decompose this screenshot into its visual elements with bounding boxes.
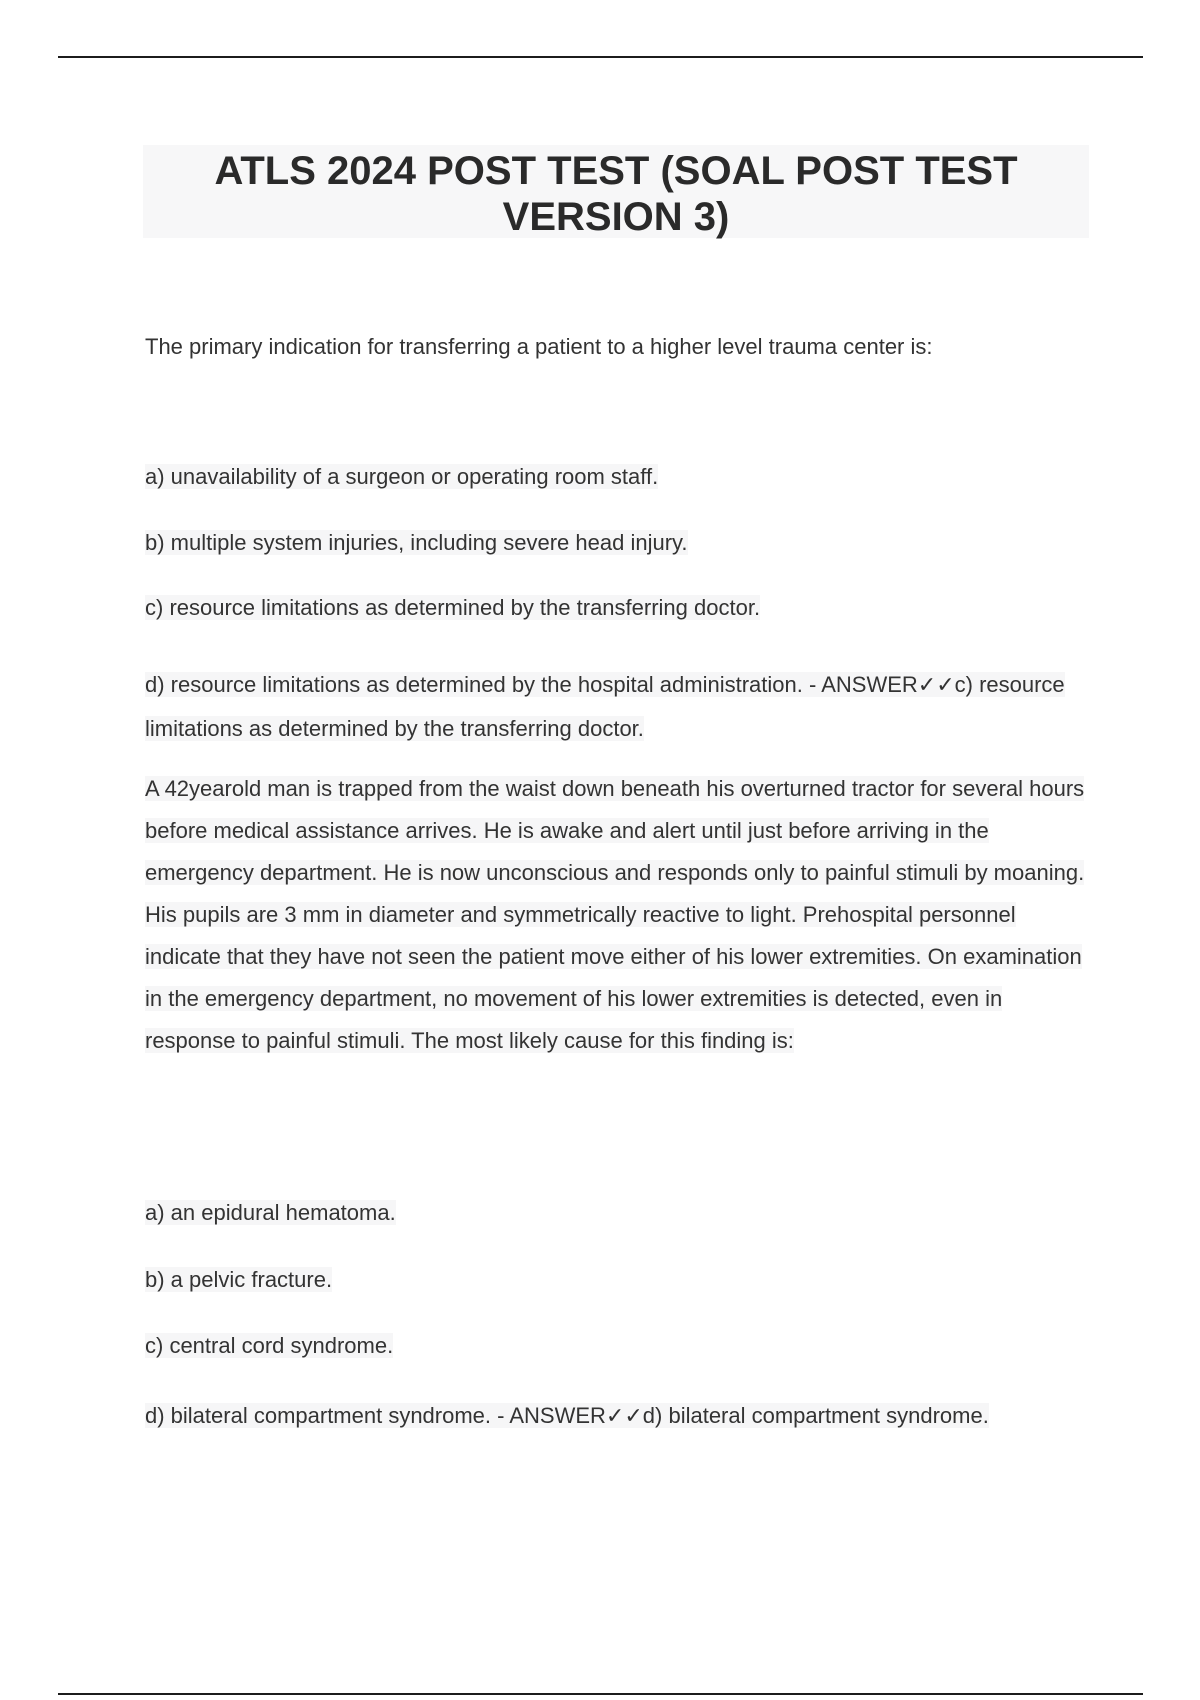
- question-1-option-d-answer: [145, 663, 1085, 751]
- option-text: d) bilateral compartment syndrome. - ANSWER✓✓d) bilateral compartment syndrome.: [145, 1403, 989, 1428]
- question-1-option-a: [145, 462, 658, 492]
- header-rule: [58, 56, 1143, 58]
- title-block: [143, 145, 1089, 238]
- question-2-option-a: [145, 1198, 396, 1228]
- question-2-option-b: [145, 1265, 332, 1295]
- option-text: a) unavailability of a surgeon or operating room staff.: [145, 464, 659, 489]
- question-2-option-c: [145, 1331, 393, 1361]
- question-2-prompt: [145, 768, 1095, 1062]
- document-title: ATLS 2024 POST TEST (SOAL POST TEST VERSION 3): [214, 149, 1018, 239]
- question-2-option-d-answer: [145, 1401, 989, 1431]
- option-text: c) central cord syndrome.: [145, 1333, 394, 1358]
- option-text: d) resource limitations as determined by the hospital administration. - ANSWER✓✓c) resource limitations as determined by the transferring doctor.: [145, 672, 1065, 741]
- footer-rule: [58, 1693, 1143, 1695]
- question-1-option-b: [145, 528, 688, 558]
- option-text: b) a pelvic fracture.: [145, 1267, 333, 1292]
- option-text: c) resource limitations as determined by the transferring doctor.: [145, 595, 761, 620]
- question-1-option-c: [145, 593, 760, 623]
- question-1-prompt: The primary indication for transferring a patient to a higher level trauma center is:: [145, 334, 933, 359]
- prompt-text: A 42yearold man is trapped from the waist down beneath his overturned tractor for several hours before medical assistance arrives. He is awake and alert until just before arriving in the emergency department. He is now unconscious and responds only to painful stimuli by moaning. His pupils are 3 mm in diameter and symmetrically reactive to light. Prehospital personnel indicate that they have not seen the patient move either of his lower extremities. On examination in the emergency department, no movement of his lower extremities is detected, even in response to painful stimuli. The most likely cause for this finding is:: [145, 776, 1085, 1053]
- option-text: b) multiple system injuries, including severe head injury.: [145, 530, 688, 555]
- option-text: a) an epidural hematoma.: [145, 1200, 396, 1225]
